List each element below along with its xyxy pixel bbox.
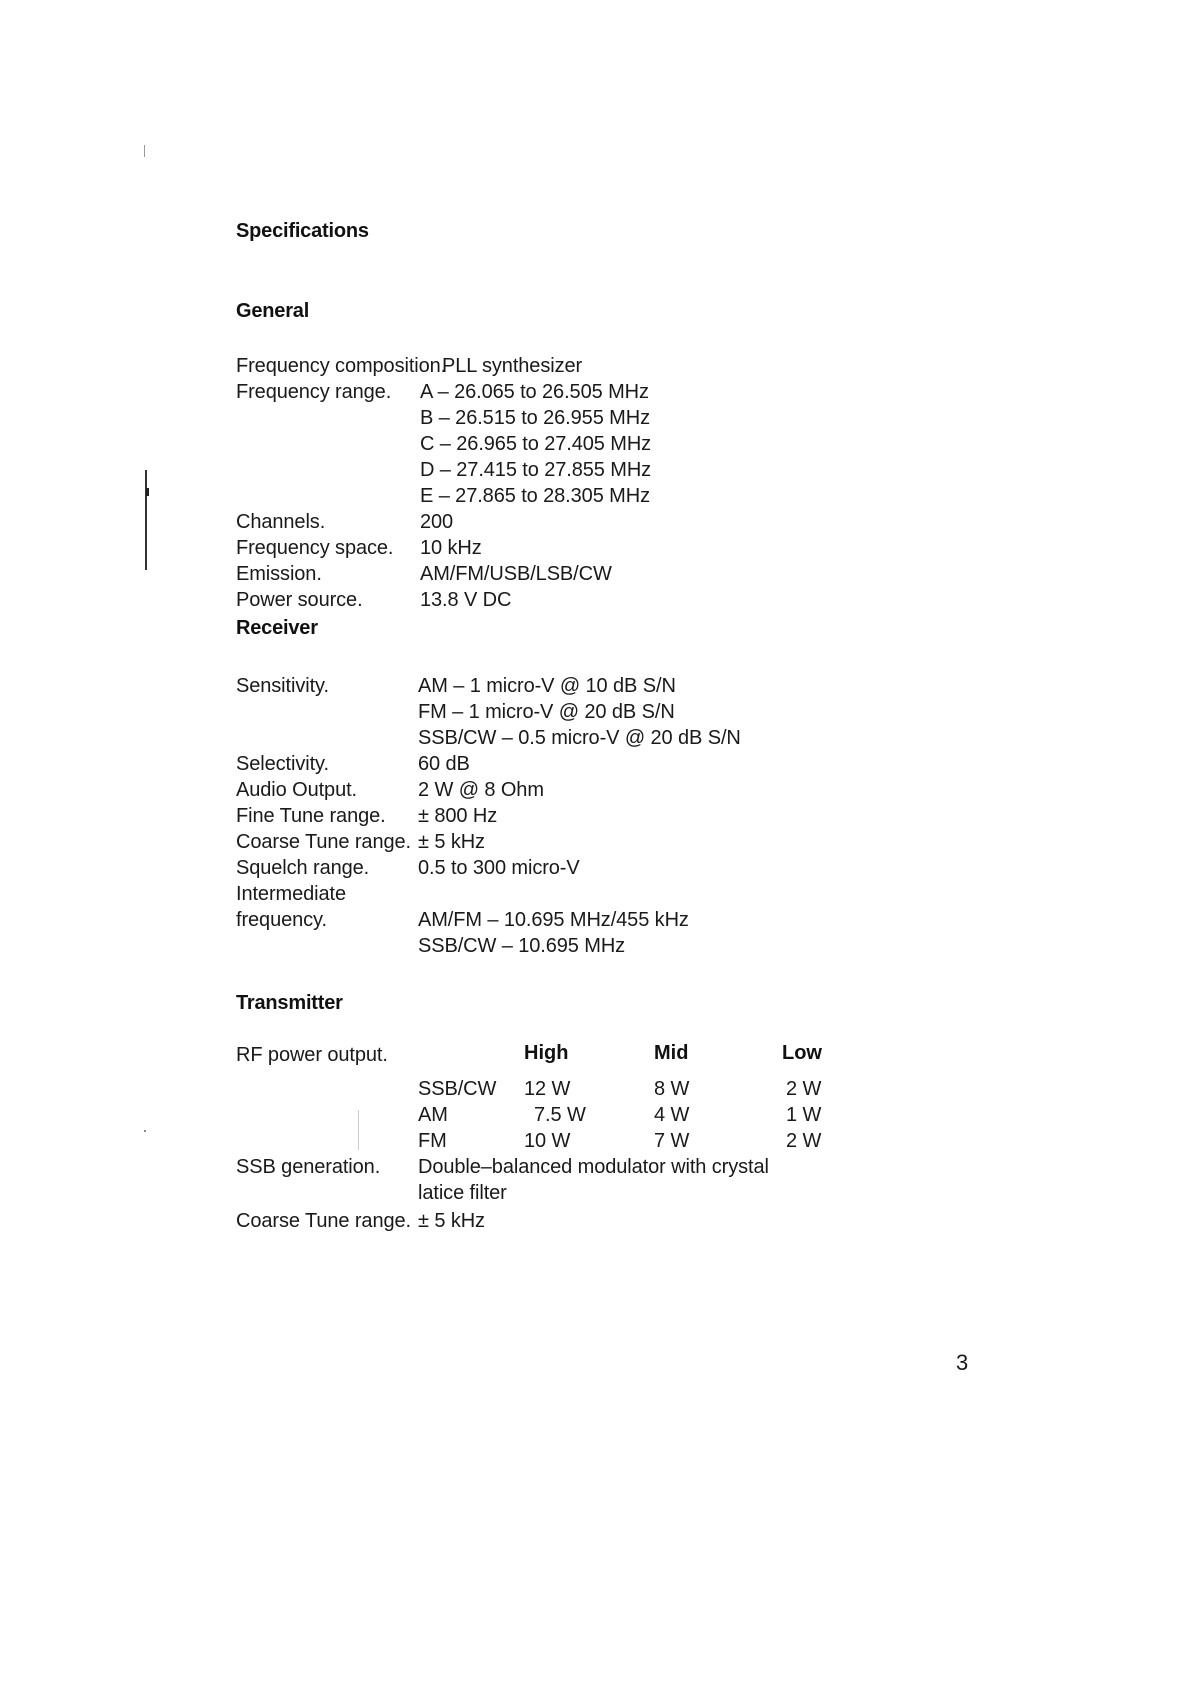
table-row-mode: AM [418,1104,448,1126]
value-ssb-generation-line1: Double–balanced modulator with crystal [418,1156,769,1178]
value-if-ssbcw: SSB/CW – 10.695 MHz [418,935,626,957]
column-header-low: Low [782,1042,822,1064]
table-cell-low: 1 W [786,1104,822,1126]
value-emission: AM/FM/USB/LSB/CW [420,563,612,585]
value-channels: 200 [420,511,454,533]
value-frequency-range-d: D – 27.415 to 27.855 MHz [420,459,652,481]
value-frequency-space: 10 kHz [420,537,482,559]
value-sensitivity-fm: FM – 1 micro-V @ 20 dB S/N [418,701,675,723]
value-if-amfm: AM/FM – 10.695 MHz/455 kHz [418,909,689,931]
scan-speck [358,1110,359,1150]
label-sensitivity: Sensitivity. [236,675,329,697]
value-frequency-range-e: E – 27.865 to 28.305 MHz [420,485,650,507]
table-cell-mid: 7 W [654,1130,690,1152]
value-power-source: 13.8 V DC [420,589,512,611]
label-frequency-composition: Frequency composition. [236,355,447,377]
section-heading-general: General [236,300,310,322]
value-frequency-range-a: A – 26.065 to 26.505 MHz [420,381,649,403]
value-selectivity: 60 dB [418,753,470,775]
label-frequency-space: Frequency space. [236,537,394,559]
value-coarse-tune-receiver: ± 5 kHz [418,831,485,853]
value-fine-tune: ± 800 Hz [418,805,498,827]
table-cell-high: 7.5 W [534,1104,586,1126]
value-frequency-range-b: B – 26.515 to 26.955 MHz [420,407,650,429]
value-squelch: 0.5 to 300 micro-V [418,857,580,879]
label-channels: Channels. [236,511,326,533]
value-audio-output: 2 W @ 8 Ohm [418,779,544,801]
table-cell-high: 10 W [524,1130,571,1152]
table-cell-low: 2 W [786,1130,822,1152]
scan-speck [144,145,145,157]
label-intermediate: Intermediate [236,883,346,905]
value-sensitivity-ssb: SSB/CW – 0.5 micro-V @ 20 dB S/N [418,727,741,749]
table-cell-high: 12 W [524,1078,571,1100]
table-row-mode: FM [418,1130,447,1152]
scan-speck [146,488,149,496]
label-emission: Emission. [236,563,322,585]
label-ssb-generation: SSB generation. [236,1156,381,1178]
scan-speck [144,1130,146,1132]
value-coarse-tune-transmitter: ± 5 kHz [418,1210,485,1232]
label-coarse-tune-transmitter: Coarse Tune range. [236,1210,411,1232]
table-cell-mid: 8 W [654,1078,690,1100]
value-frequency-range-c: C – 26.965 to 27.405 MHz [420,433,652,455]
section-heading-transmitter: Transmitter [236,992,343,1014]
label-rf-power-output: RF power output. [236,1044,388,1066]
value-frequency-composition: PLL synthesizer [442,355,583,377]
label-audio-output: Audio Output. [236,779,358,801]
section-heading-receiver: Receiver [236,617,318,639]
value-sensitivity-am: AM – 1 micro-V @ 10 dB S/N [418,675,676,697]
table-cell-low: 2 W [786,1078,822,1100]
label-frequency-range: Frequency range. [236,381,392,403]
label-selectivity: Selectivity. [236,753,329,775]
label-fine-tune: Fine Tune range. [236,805,386,827]
column-header-high: High [524,1042,569,1064]
label-frequency: frequency. [236,909,327,931]
value-ssb-generation-line2: latice filter [418,1182,507,1204]
column-header-mid: Mid [654,1042,689,1064]
label-power-source: Power source. [236,589,363,611]
scan-margin-line [145,470,147,570]
page-number: 3 [956,1350,969,1375]
label-coarse-tune-receiver: Coarse Tune range. [236,831,411,853]
table-row-mode: SSB/CW [418,1078,497,1100]
page-title: Specifications [236,220,369,242]
label-squelch: Squelch range. [236,857,370,879]
table-cell-mid: 4 W [654,1104,690,1126]
